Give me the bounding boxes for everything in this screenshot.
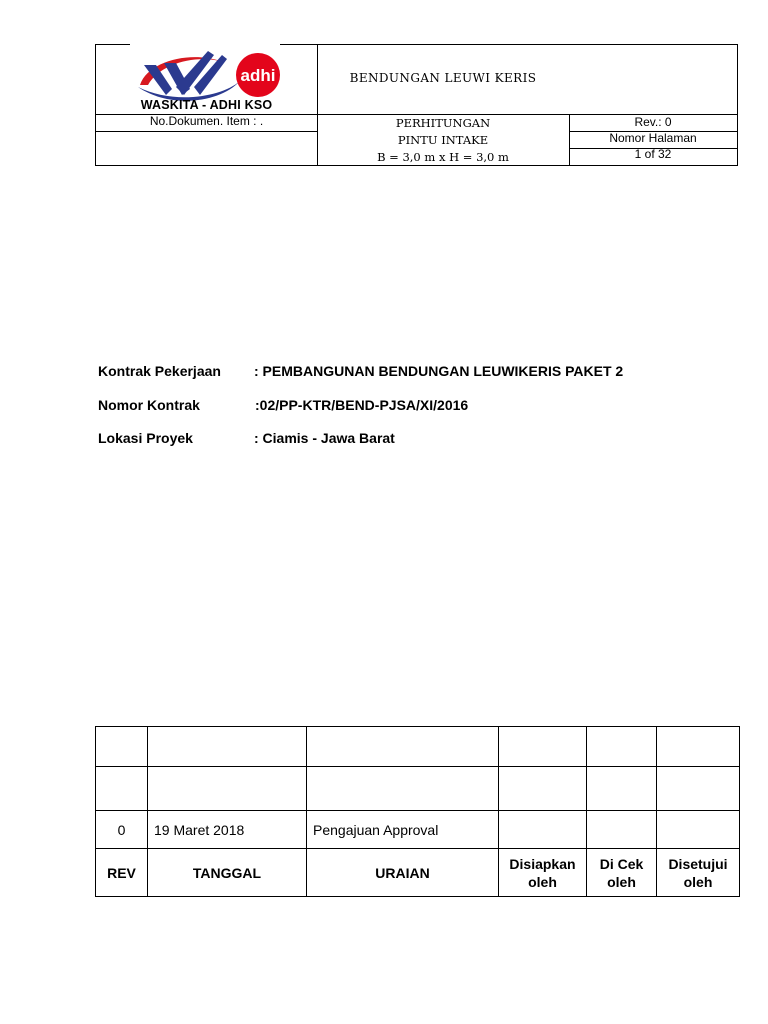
- header-checked-line-1: Di Cek: [599, 855, 644, 872]
- checked-cell: [587, 767, 657, 811]
- contract-work-value: : PEMBANGUNAN BENDUNGAN LEUWIKERIS PAKET 2: [254, 363, 624, 379]
- header-approved-line-1: Disetujui: [668, 855, 728, 872]
- table-row: [96, 727, 740, 767]
- table-header-row: [96, 849, 740, 897]
- approved-cell: [657, 767, 740, 811]
- approved-cell: [657, 727, 740, 767]
- table-row: [96, 767, 740, 811]
- description-cell: Pengajuan Approval: [307, 811, 499, 849]
- project-location-label: Lokasi Proyek: [98, 430, 193, 446]
- prepared-cell: [499, 727, 587, 767]
- table-row: [96, 811, 740, 849]
- document-number: No.Dokumen. Item : .: [149, 114, 264, 128]
- contract-work-label: Kontrak Pekerjaan: [98, 363, 221, 379]
- calculation-title-line-1: PERHITUNGAN: [395, 116, 491, 130]
- date-cell: 19 Maret 2018: [148, 811, 307, 849]
- description-cell: [307, 767, 499, 811]
- document-header: [95, 44, 738, 166]
- header-checked-line-2: oleh: [607, 873, 636, 890]
- header-prepared: [499, 849, 587, 897]
- header-divider-vertical-1: [317, 45, 318, 165]
- project-location-value: : Ciamis - Jawa Barat: [254, 430, 395, 446]
- logo-caption: WASKITA - ADHI KSO: [140, 98, 273, 112]
- checked-cell: [587, 727, 657, 767]
- date-cell: [148, 767, 307, 811]
- header-approved-line-2: oleh: [683, 873, 713, 890]
- header-date: TANGGAL: [148, 849, 307, 897]
- page-number-value: 1 of 32: [634, 147, 672, 161]
- header-approved: [657, 849, 740, 897]
- rev-cell: 0: [96, 811, 148, 849]
- date-cell: [148, 727, 307, 767]
- header-description: URAIAN: [307, 849, 499, 897]
- prepared-cell: [499, 811, 587, 849]
- description-cell: [307, 727, 499, 767]
- revision-table: [95, 726, 740, 897]
- prepared-cell: [499, 767, 587, 811]
- calculation-title-line-2: PINTU INTAKE: [397, 133, 489, 147]
- header-prepared-line-2: oleh: [528, 873, 557, 890]
- checked-cell: [587, 811, 657, 849]
- header-checked: [587, 849, 657, 897]
- contract-number-label: Nomor Kontrak: [98, 397, 200, 413]
- svg-text:adhi: adhi: [240, 66, 276, 85]
- revision-number: Rev.: 0: [634, 115, 672, 129]
- project-title: BENDUNGAN LEUWI KERIS: [349, 71, 537, 85]
- rev-cell: [96, 727, 148, 767]
- calculation-title-line-3: B = 3,0 m x H = 3,0 m: [377, 150, 509, 164]
- contract-number-value: :02/PP-KTR/BEND-PJSA/XI/2016: [255, 397, 469, 413]
- page-number-label: Nomor Halaman: [609, 131, 697, 145]
- header-rev: REV: [96, 849, 148, 897]
- header-prepared-line-1: Disiapkan: [509, 855, 576, 872]
- header-divider-horizontal-2: [96, 131, 317, 132]
- rev-cell: [96, 767, 148, 811]
- approved-cell: [657, 811, 740, 849]
